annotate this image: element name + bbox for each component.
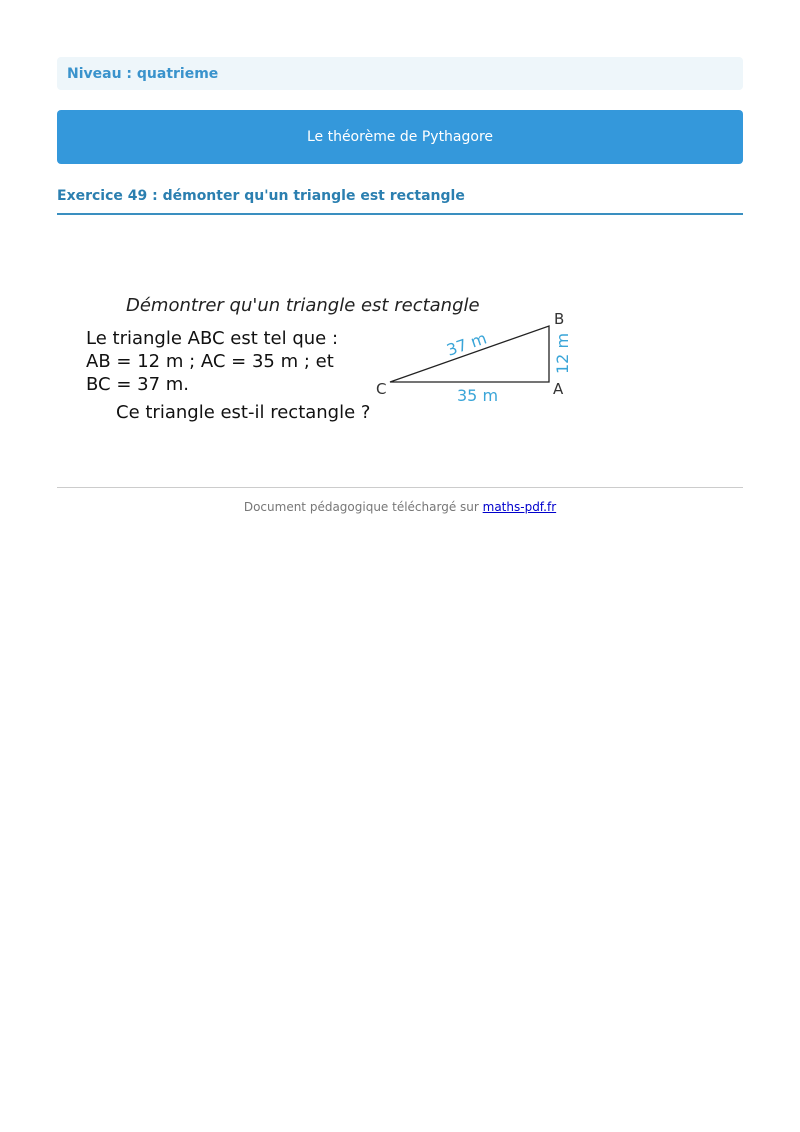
title-bar xyxy=(57,110,743,164)
side-ac-label: 35 m xyxy=(457,386,499,405)
exercise-figure xyxy=(80,288,580,423)
side-bc-label: 37 m xyxy=(444,328,490,360)
figure-line-1: Le triangle ABC est tel que : xyxy=(86,328,339,349)
footer-divider xyxy=(57,487,743,488)
exercise-heading xyxy=(57,185,743,215)
page-title: Le théorème de Pythagore xyxy=(306,129,494,145)
vertex-c-label: C xyxy=(376,380,387,398)
footer-link[interactable]: maths-pdf.fr xyxy=(482,500,557,514)
side-ab-label: 12 m xyxy=(553,332,572,374)
figure-line-4: Ce triangle est-il rectangle ? xyxy=(116,402,371,423)
footer-text: Document pédagogique téléchargé sur xyxy=(243,500,483,514)
footer xyxy=(57,499,743,515)
vertex-b-label: B xyxy=(554,310,565,328)
vertex-a-label: A xyxy=(553,380,564,398)
exercise-title: Exercice 49 : démonter qu'un triangle est rectangle xyxy=(57,188,465,204)
triangle-figure xyxy=(80,288,580,423)
figure-line-3: BC = 37 m. xyxy=(86,374,190,395)
figure-caption: Démontrer qu'un triangle est rectangle xyxy=(126,295,480,316)
level-box xyxy=(57,57,743,90)
figure-line-2: AB = 12 m ; AC = 35 m ; et xyxy=(86,351,334,372)
level-label: Niveau : quatrieme xyxy=(67,65,219,82)
